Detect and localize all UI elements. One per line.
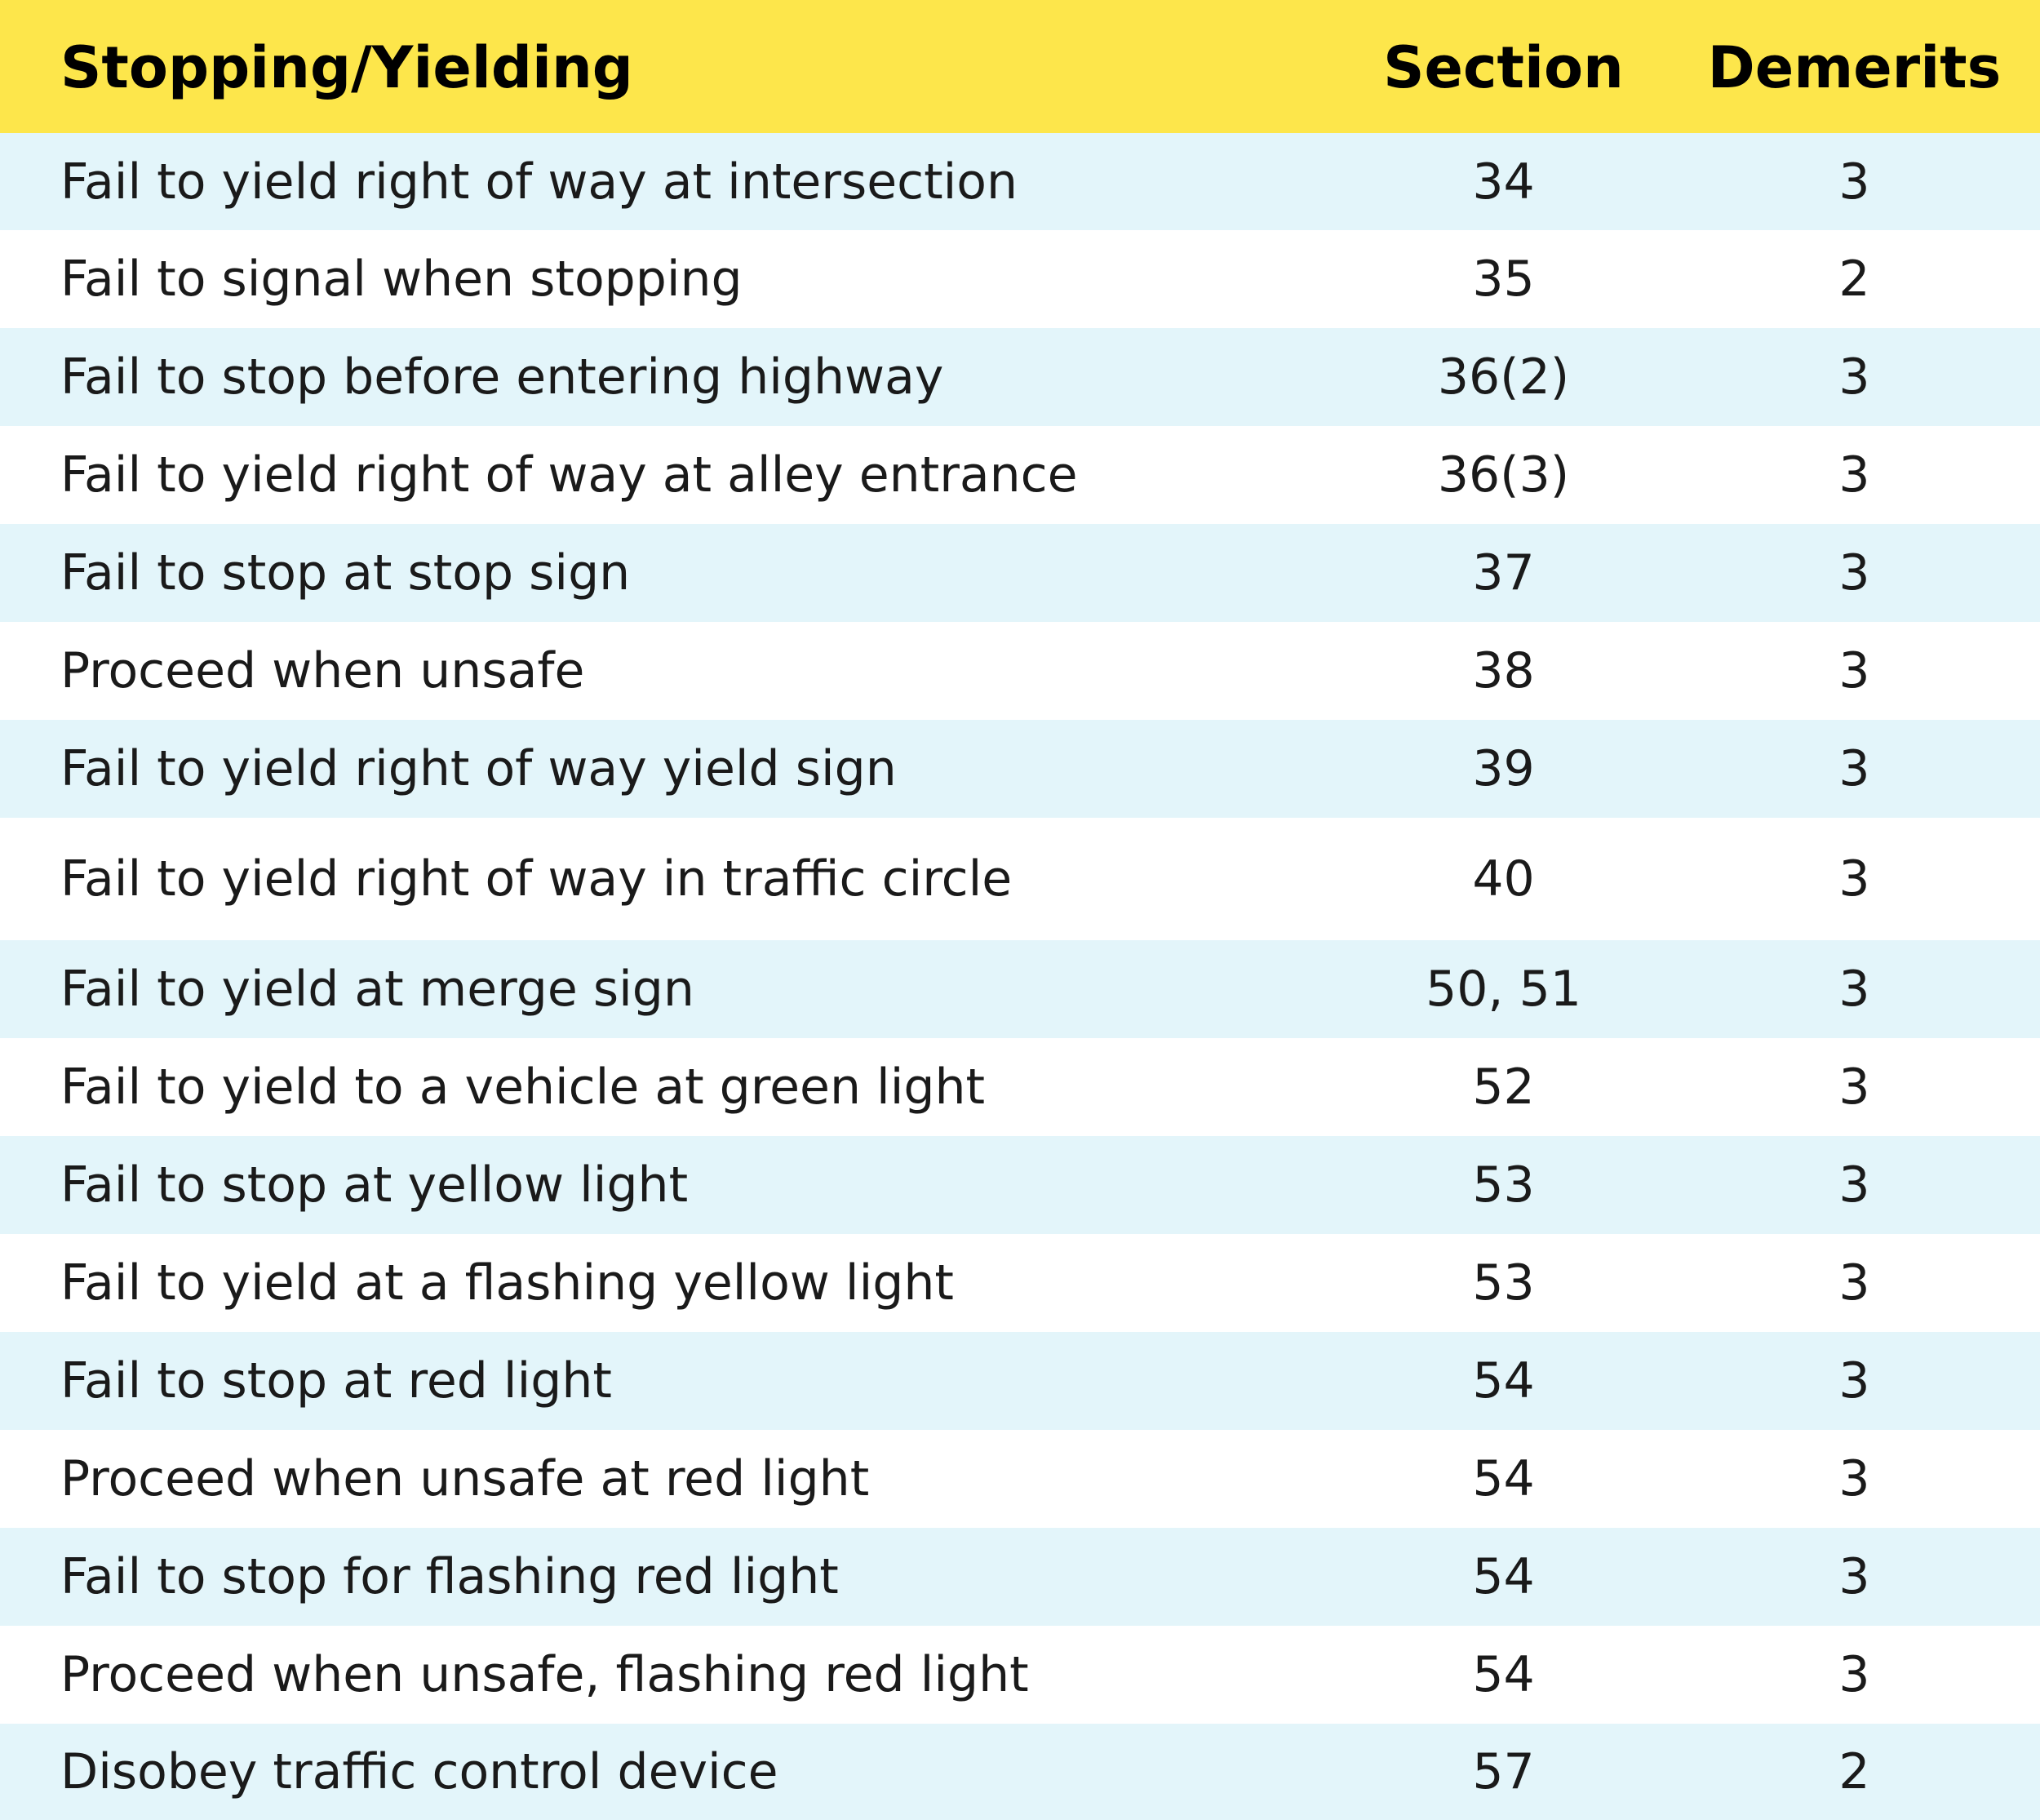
demerits-cell: 3: [1838, 1548, 1870, 1605]
demerits-cell: 3: [1838, 1352, 1870, 1409]
table-row: [0, 1038, 2040, 1136]
offense-cell: Proceed when unsafe at red light: [60, 1450, 870, 1507]
offense-cell: Fail to yield to a vehicle at green light: [60, 1059, 986, 1116]
table-row: [0, 1234, 2040, 1332]
table-row: [0, 133, 2040, 230]
demerits-cell: 3: [1838, 446, 1870, 504]
offense-cell: Fail to signal when stopping: [60, 251, 743, 308]
offense-cell: Fail to stop before entering highway: [60, 348, 944, 406]
section-cell: 52: [1472, 1059, 1535, 1116]
section-cell: 53: [1472, 1254, 1535, 1312]
offense-cell: Fail to yield right of way yield sign: [60, 740, 897, 797]
offense-cell: Fail to stop for flashing red light: [60, 1548, 839, 1605]
section-cell: 39: [1472, 740, 1535, 797]
offense-cell: Fail to yield right of way in traffic circle: [60, 850, 1013, 908]
table-row: [0, 1626, 2040, 1724]
offense-cell: Proceed when unsafe, flashing red light: [60, 1646, 1029, 1703]
table-row: [0, 818, 2040, 940]
table-row: [0, 1528, 2040, 1626]
section-cell: 34: [1472, 153, 1535, 211]
section-cell: 40: [1472, 850, 1535, 908]
offense-cell: Fail to yield at merge sign: [60, 961, 694, 1018]
table-row: [0, 1430, 2040, 1528]
table-row: [0, 524, 2040, 622]
table-row: [0, 230, 2040, 328]
demerits-cell: 3: [1838, 1156, 1870, 1214]
offense-cell: Fail to stop at yellow light: [60, 1156, 689, 1214]
section-cell: 53: [1472, 1156, 1535, 1214]
demerits-cell: 3: [1838, 544, 1870, 601]
section-cell: 54: [1472, 1548, 1535, 1605]
demerits-cell: 3: [1838, 961, 1870, 1018]
demerits-cell: 3: [1838, 1450, 1870, 1507]
demerits-cell: 3: [1838, 348, 1870, 406]
table-row: [0, 940, 2040, 1038]
header-demerits: Demerits: [1707, 34, 2002, 101]
demerits-cell: 3: [1838, 1254, 1870, 1312]
section-cell: 38: [1472, 642, 1535, 699]
section-cell: 37: [1472, 544, 1535, 601]
table-row: [0, 1332, 2040, 1430]
demerits-cell: 3: [1838, 1646, 1870, 1703]
table-row: [0, 328, 2040, 426]
table-header: [0, 0, 2040, 133]
demerits-cell: 3: [1838, 642, 1870, 699]
table-row: [0, 1724, 2040, 1820]
table-row: [0, 1136, 2040, 1234]
offense-cell: Fail to stop at stop sign: [60, 544, 631, 601]
offense-cell: Proceed when unsafe: [60, 642, 585, 699]
demerits-cell: 3: [1838, 740, 1870, 797]
offense-cell: Fail to yield right of way at alley entrance: [60, 446, 1078, 504]
section-cell: 57: [1472, 1743, 1535, 1800]
section-cell: 54: [1472, 1646, 1535, 1703]
section-cell: 35: [1472, 251, 1535, 308]
demerits-cell: 2: [1838, 1743, 1870, 1800]
offense-cell: Fail to yield right of way at intersection: [60, 153, 1018, 211]
demerits-cell: 2: [1838, 251, 1870, 308]
section-cell: 36(3): [1437, 446, 1570, 504]
section-cell: 50, 51: [1426, 961, 1581, 1018]
demerits-cell: 3: [1838, 1059, 1870, 1116]
offense-cell: Disobey traffic control device: [60, 1743, 778, 1800]
section-cell: 36(2): [1437, 348, 1570, 406]
header-section: Section: [1383, 34, 1624, 101]
demerits-cell: 3: [1838, 153, 1870, 211]
offense-cell: Fail to stop at red light: [60, 1352, 612, 1409]
offense-cell: Fail to yield at a flashing yellow light: [60, 1254, 954, 1312]
table-row: [0, 426, 2040, 524]
section-cell: 54: [1472, 1450, 1535, 1507]
header-category: Stopping/Yielding: [60, 34, 633, 101]
table-row: [0, 622, 2040, 720]
demerits-cell: 3: [1838, 850, 1870, 908]
table-row: [0, 720, 2040, 818]
section-cell: 54: [1472, 1352, 1535, 1409]
